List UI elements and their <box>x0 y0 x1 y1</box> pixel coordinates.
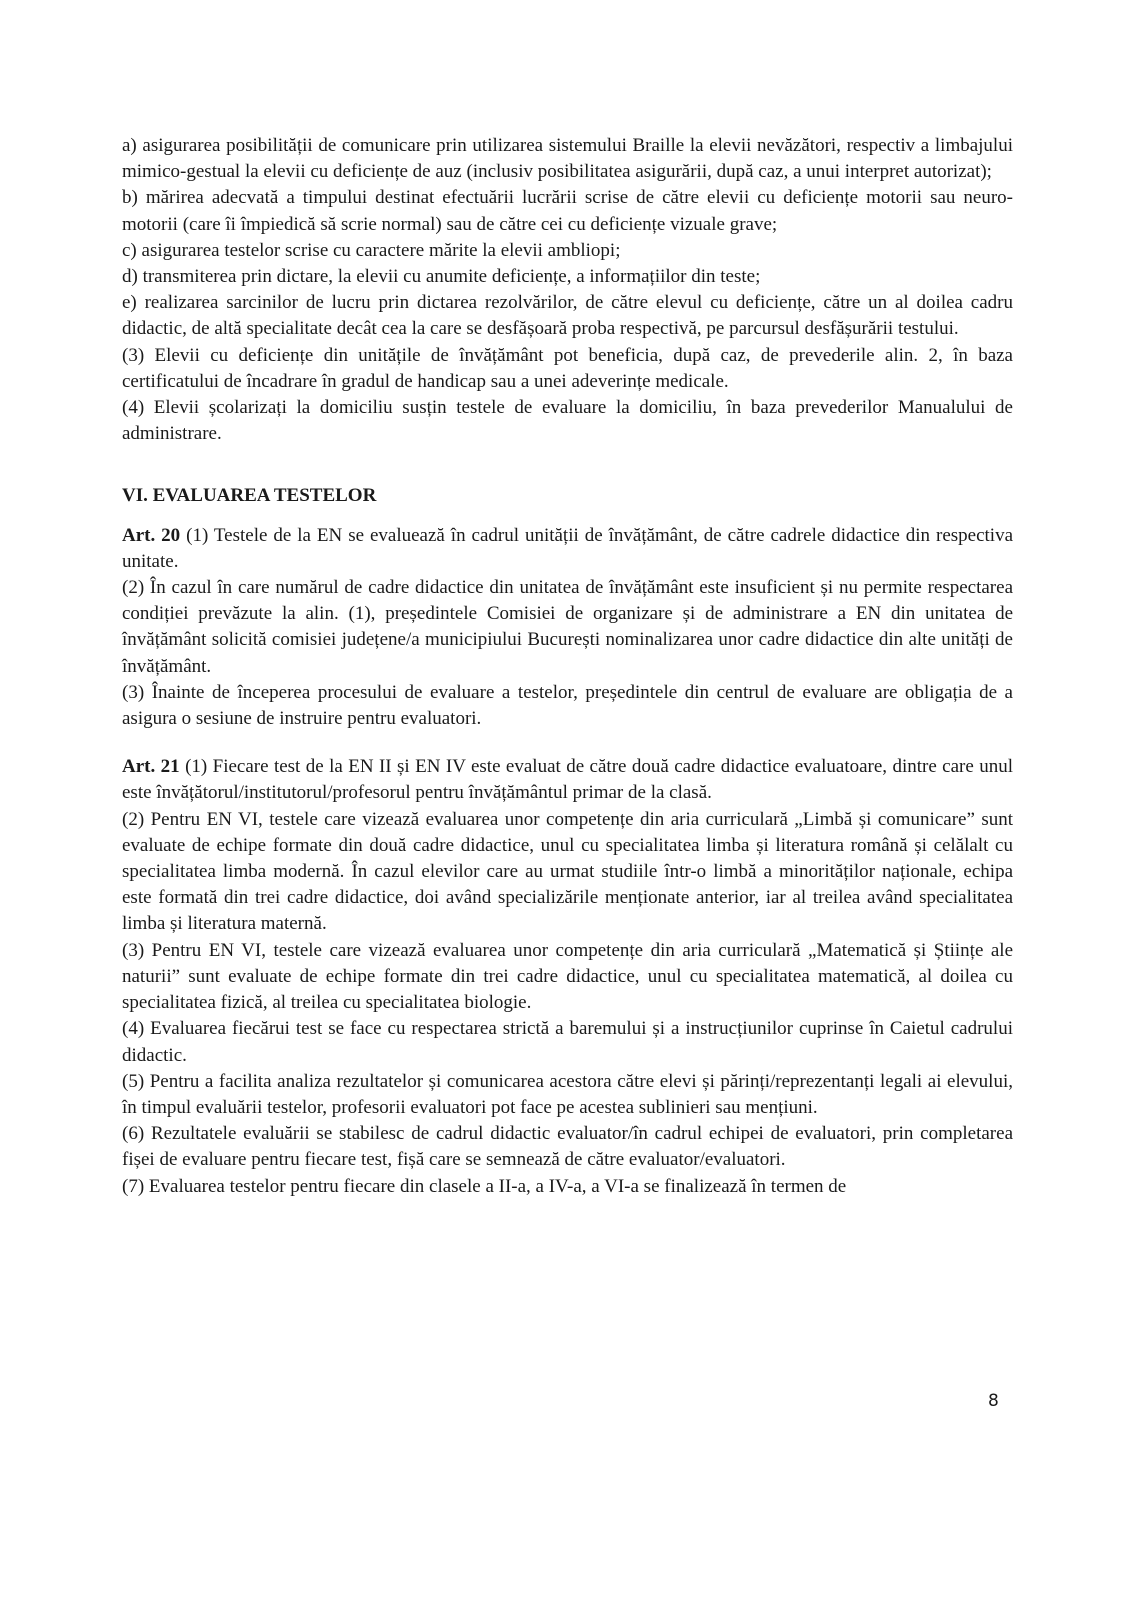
art-21-paragraph-7: (7) Evaluarea testelor pentru fiecare din clasele a II-a, a IV-a, a VI-a se finalizează în termen de <box>122 1175 847 1197</box>
paragraph-item-c: c) asigurarea testelor scrise cu caractere mărite la elevii ambliopi; <box>122 239 621 261</box>
spacer <box>122 447 1013 469</box>
art-21-paragraph-2: (2) Pentru EN VI, testele care vizează evaluarea unor competențe din aria curriculară „Limbă și comunicare” sunt evaluate de echipe formate din două cadre didactice, unul cu specialitatea limba și literatura română și celălalt cu specialitatea limba modernă. În cazul elevilor care au urmat studiile într-o limbă a minorităților naționale, echipa este formată din trei cadre didactice, doi având specializările menționate anterior, iar al treilea având specialitatea limba și literatura maternă. <box>122 808 1013 935</box>
paragraph-item-b: b) mărirea adecvată a timpului destinat efectuării lucrării scrise de către elevii cu deficiențe motorii sau neuro-motorii (care îi împiedică să scrie normal) sau de către cei cu deficiențe vizuale grave; <box>122 187 1013 235</box>
art-20-paragraph-3: (3) Înainte de începerea procesului de evaluare a testelor, președintele din centrul de evaluare are obligația de a asigura o sesiune de instruire pentru evaluatori. <box>122 681 1013 730</box>
page-number: 8 <box>988 1391 999 1411</box>
paragraph-alin-4: (4) Elevii școlarizați la domiciliu susțin testele de evaluare la domiciliu, în baza prevederilor Manualului de administrare. <box>122 397 1013 445</box>
art-21-paragraph-4: (4) Evaluarea fiecărui test se face cu respectarea strictă a baremului și a instrucțiunilor cuprinse în Caietul cadrului didactic. <box>122 1018 1013 1066</box>
art-21-paragraph-3: (3) Pentru EN VI, testele care vizează evaluarea unor competențe din aria curriculară „Matematică și Științe ale naturii” sunt evaluate de echipe formate din trei cadre didactice, unul cu specialitatea matematică, al doilea cu specialitatea fizică, al treilea cu specialitatea biologie. <box>122 939 1013 1014</box>
section-heading: VI. EVALUAREA TESTELOR <box>122 485 377 507</box>
art-21-label: Art. 21 <box>122 756 180 778</box>
art-20-text-1: (1) Testele de la EN se evaluează în cadrul unității de învățământ, de către cadrele didactice din respectiva unitate. <box>122 524 1013 572</box>
paragraph-item-d: d) transmiterea prin dictare, la elevii cu anumite deficiențe, a informațiilor din teste; <box>122 266 761 288</box>
spacer <box>122 732 1013 754</box>
art-20-paragraph-1 <box>122 523 1013 575</box>
art-21-paragraph-1 <box>122 754 1013 806</box>
art-20-label: Art. 20 <box>122 524 181 546</box>
art-20-paragraph-2: (2) În cazul în care numărul de cadre didactice din unitatea de învățământ este insuficient și nu permite respectarea condiției prevăzute la alin. (1), președintele Comisiei de organizare și de administrare a EN din unitatea de învățământ solicită comisiei județene/a municipiului București nominalizarea unor cadre didactice din alte unități de învățământ. <box>122 577 1013 677</box>
paragraph-alin-3: (3) Elevii cu deficiențe din unitățile de învățământ pot beneficia, după caz, de prevederile alin. 2, în baza certificatului de încadrare în gradul de handicap sau a unei adeverințe medicale. <box>122 344 1013 392</box>
art-21-paragraph-6: (6) Rezultatele evaluării se stabilesc de cadrul didactic evaluator/în cadrul echipei de evaluatori, prin completarea fișei de evaluare pentru fiecare test, fișă care se semnează de către evaluator/evaluatori. <box>122 1123 1013 1171</box>
art-21-text-1: (1) Fiecare test de la EN II și EN IV este evaluat de către două cadre didactice evaluatoare, dintre care unul este învățătorul/institutorul/profesorul pentru învățământul primar de la clasă. <box>122 756 1013 804</box>
art-21-paragraph-5: (5) Pentru a facilita analiza rezultatelor și comunicarea acestora către elevi și părinți/reprezentanți legali ai elevului, în timpul evaluării testelor, profesorii evaluatori pot face pe acestea sublinieri sau mențiuni. <box>122 1070 1013 1118</box>
paragraph-item-e: e) realizarea sarcinilor de lucru prin dictarea rezolvărilor, de către elevul cu deficiențe, către un al doilea cadru didactic, de altă specialitate decât cea la care se desfășoară proba respectivă, pe parcursul desfășurării testului. <box>122 292 1013 340</box>
paragraph-item-a: a) asigurarea posibilității de comunicare prin utilizarea sistemului Braille la elevii nevăzători, respectiv a limbajului mimico-gestual la elevii cu deficiențe de auz (inclusiv posibilitatea asigurării, după caz, a unui interpret autorizat); <box>122 135 1013 183</box>
page-body <box>122 133 1013 1200</box>
